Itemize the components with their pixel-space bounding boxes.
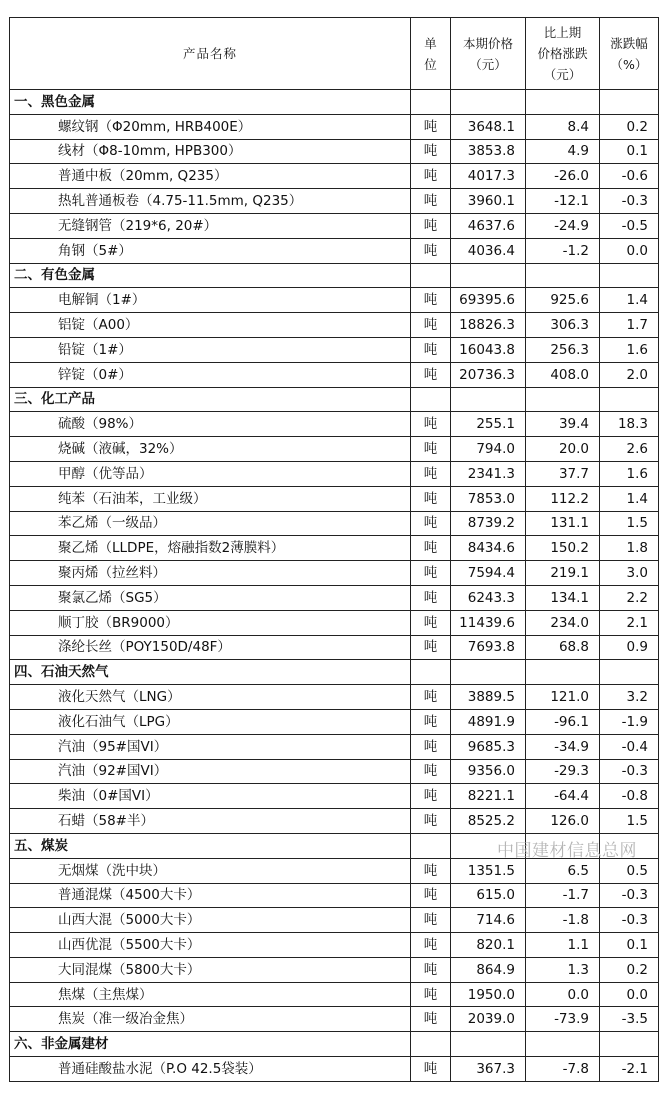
header-unit: 单 位 (411, 18, 451, 90)
unit-cell (411, 90, 451, 115)
percent-cell: -0.3 (600, 908, 659, 933)
percent-cell: 1.8 (600, 536, 659, 561)
percent-cell: 1.7 (600, 313, 659, 338)
price-cell: 794.0 (451, 437, 526, 462)
product-name: 柴油（0#国VI） (10, 784, 411, 809)
table-row (10, 486, 659, 511)
unit-cell: 吨 (411, 412, 451, 437)
unit-cell: 吨 (411, 461, 451, 486)
price-cell: 7693.8 (451, 635, 526, 660)
product-name: 聚丙烯（拉丝料） (10, 561, 411, 586)
change-cell: 121.0 (526, 685, 600, 710)
unit-cell: 吨 (411, 213, 451, 238)
product-name: 铝锭（A00） (10, 313, 411, 338)
table-row (10, 1007, 659, 1032)
change-cell (526, 387, 600, 412)
percent-cell: -0.5 (600, 213, 659, 238)
unit-cell: 吨 (411, 585, 451, 610)
price-cell: 69395.6 (451, 288, 526, 313)
product-name: 石蜡（58#半） (10, 809, 411, 834)
change-cell: -96.1 (526, 709, 600, 734)
price-cell: 714.6 (451, 908, 526, 933)
price-cell: 7853.0 (451, 486, 526, 511)
header-price-change: 比上期 价格涨跌 （元） (526, 18, 600, 90)
unit-cell: 吨 (411, 610, 451, 635)
category-label: 三、化工产品 (10, 387, 411, 412)
table-body (10, 90, 659, 1082)
category-label: 二、有色金属 (10, 263, 411, 288)
watermark: 中国建材信息总网 (497, 841, 637, 861)
table-row (10, 982, 659, 1007)
percent-cell: -0.3 (600, 883, 659, 908)
unit-cell: 吨 (411, 709, 451, 734)
change-cell: -29.3 (526, 759, 600, 784)
price-cell (451, 1032, 526, 1057)
change-cell (526, 263, 600, 288)
percent-cell: 1.4 (600, 288, 659, 313)
change-cell: -7.8 (526, 1057, 600, 1082)
unit-cell: 吨 (411, 858, 451, 883)
header-change-percent: 涨跌幅 （%） (600, 18, 659, 90)
percent-cell: 0.1 (600, 139, 659, 164)
product-name: 涤纶长丝（POY150D/48F） (10, 635, 411, 660)
percent-cell: 3.2 (600, 685, 659, 710)
category-row (10, 1032, 659, 1057)
price-cell: 20736.3 (451, 362, 526, 387)
table-row (10, 908, 659, 933)
table-row (10, 883, 659, 908)
percent-cell: 1.5 (600, 809, 659, 834)
percent-cell: -0.8 (600, 784, 659, 809)
category-row (10, 90, 659, 115)
unit-cell: 吨 (411, 164, 451, 189)
change-cell (526, 90, 600, 115)
unit-cell: 吨 (411, 486, 451, 511)
product-name: 甲醇（优等品） (10, 461, 411, 486)
product-name: 焦煤（主焦煤） (10, 982, 411, 1007)
table-row (10, 635, 659, 660)
product-name: 山西优混（5500大卡） (10, 933, 411, 958)
table-row (10, 164, 659, 189)
product-name: 角钢（5#） (10, 238, 411, 263)
table-row (10, 957, 659, 982)
percent-cell: -0.3 (600, 759, 659, 784)
percent-cell: 2.2 (600, 585, 659, 610)
change-cell: 0.0 (526, 982, 600, 1007)
change-cell: 112.2 (526, 486, 600, 511)
price-table (9, 17, 659, 1082)
table-row (10, 858, 659, 883)
price-cell: 8221.1 (451, 784, 526, 809)
unit-cell: 吨 (411, 908, 451, 933)
unit-cell: 吨 (411, 784, 451, 809)
product-name: 烧碱（液碱，32%） (10, 437, 411, 462)
price-cell: 367.3 (451, 1057, 526, 1082)
product-name: 大同混煤（5800大卡） (10, 957, 411, 982)
unit-cell: 吨 (411, 561, 451, 586)
product-name: 硫酸（98%） (10, 412, 411, 437)
table-row (10, 313, 659, 338)
table-row (10, 585, 659, 610)
change-cell: 150.2 (526, 536, 600, 561)
product-name: 线材（Φ8-10mm, HPB300） (10, 139, 411, 164)
change-cell: 925.6 (526, 288, 600, 313)
unit-cell: 吨 (411, 362, 451, 387)
table-row (10, 337, 659, 362)
table-row (10, 189, 659, 214)
product-name: 汽油（92#国VI） (10, 759, 411, 784)
price-cell: 255.1 (451, 412, 526, 437)
table-row (10, 784, 659, 809)
category-label: 六、非金属建材 (10, 1032, 411, 1057)
product-name: 纯苯（石油苯，工业级） (10, 486, 411, 511)
product-name: 普通硅酸盐水泥（P.O 42.5袋装） (10, 1057, 411, 1082)
percent-cell: -0.6 (600, 164, 659, 189)
unit-cell: 吨 (411, 685, 451, 710)
table-row (10, 1057, 659, 1082)
unit-cell: 吨 (411, 883, 451, 908)
change-cell: 126.0 (526, 809, 600, 834)
table-row (10, 238, 659, 263)
category-label: 四、石油天然气 (10, 660, 411, 685)
price-cell: 8434.6 (451, 536, 526, 561)
change-cell: -1.8 (526, 908, 600, 933)
product-name: 无缝钢管（219*6, 20#） (10, 213, 411, 238)
price-cell: 6243.3 (451, 585, 526, 610)
product-name: 聚氯乙烯（SG5） (10, 585, 411, 610)
percent-cell: 1.6 (600, 337, 659, 362)
unit-cell: 吨 (411, 189, 451, 214)
unit-cell: 吨 (411, 809, 451, 834)
table-row (10, 412, 659, 437)
product-name: 电解铜（1#） (10, 288, 411, 313)
percent-cell: 0.2 (600, 957, 659, 982)
table-row (10, 288, 659, 313)
change-cell: 234.0 (526, 610, 600, 635)
table-row (10, 213, 659, 238)
unit-cell (411, 833, 451, 858)
unit-cell: 吨 (411, 313, 451, 338)
unit-cell (411, 660, 451, 685)
category-label: 一、黑色金属 (10, 90, 411, 115)
percent-cell (600, 1032, 659, 1057)
price-cell: 3960.1 (451, 189, 526, 214)
unit-cell: 吨 (411, 288, 451, 313)
unit-cell: 吨 (411, 1057, 451, 1082)
price-cell: 16043.8 (451, 337, 526, 362)
change-cell: 131.1 (526, 511, 600, 536)
unit-cell: 吨 (411, 337, 451, 362)
product-name: 聚乙烯（LLDPE，熔融指数2薄膜料） (10, 536, 411, 561)
product-name: 普通混煤（4500大卡） (10, 883, 411, 908)
header-product-name: 产品名称 (10, 18, 411, 90)
table-row (10, 362, 659, 387)
table-row (10, 461, 659, 486)
product-name: 无烟煤（洗中块） (10, 858, 411, 883)
unit-cell: 吨 (411, 635, 451, 660)
change-cell: 1.3 (526, 957, 600, 982)
change-cell (526, 660, 600, 685)
unit-cell: 吨 (411, 114, 451, 139)
change-cell: 306.3 (526, 313, 600, 338)
product-name: 锌锭（0#） (10, 362, 411, 387)
price-cell: 4036.4 (451, 238, 526, 263)
percent-cell: 18.3 (600, 412, 659, 437)
price-cell: 18826.3 (451, 313, 526, 338)
price-cell: 4891.9 (451, 709, 526, 734)
price-cell: 4017.3 (451, 164, 526, 189)
change-cell: 6.5 (526, 858, 600, 883)
price-cell: 8525.2 (451, 809, 526, 834)
price-cell: 615.0 (451, 883, 526, 908)
percent-cell: -3.5 (600, 1007, 659, 1032)
percent-cell: -2.1 (600, 1057, 659, 1082)
price-cell: 2341.3 (451, 461, 526, 486)
price-cell (451, 387, 526, 412)
percent-cell: 1.4 (600, 486, 659, 511)
table-row (10, 114, 659, 139)
unit-cell: 吨 (411, 238, 451, 263)
change-cell: -64.4 (526, 784, 600, 809)
percent-cell (600, 90, 659, 115)
percent-cell: -1.9 (600, 709, 659, 734)
table-row (10, 511, 659, 536)
table-row (10, 437, 659, 462)
table-row (10, 734, 659, 759)
product-name: 液化石油气（LPG） (10, 709, 411, 734)
price-cell: 820.1 (451, 933, 526, 958)
table-row (10, 709, 659, 734)
change-cell: -34.9 (526, 734, 600, 759)
unit-cell (411, 263, 451, 288)
percent-cell: 2.1 (600, 610, 659, 635)
price-cell: 9356.0 (451, 759, 526, 784)
percent-cell: 2.0 (600, 362, 659, 387)
category-row (10, 660, 659, 685)
percent-cell: 3.0 (600, 561, 659, 586)
unit-cell: 吨 (411, 536, 451, 561)
table-row (10, 759, 659, 784)
change-cell: -73.9 (526, 1007, 600, 1032)
change-cell: 219.1 (526, 561, 600, 586)
product-name: 焦炭（准一级冶金焦） (10, 1007, 411, 1032)
product-name: 螺纹钢（Φ20mm, HRB400E） (10, 114, 411, 139)
product-name: 山西大混（5000大卡） (10, 908, 411, 933)
change-cell: 408.0 (526, 362, 600, 387)
percent-cell: 2.6 (600, 437, 659, 462)
percent-cell (600, 263, 659, 288)
table-row (10, 536, 659, 561)
header-price: 本期价格 （元） (451, 18, 526, 90)
percent-cell: 0.0 (600, 238, 659, 263)
price-cell: 3648.1 (451, 114, 526, 139)
unit-cell: 吨 (411, 759, 451, 784)
percent-cell: 0.2 (600, 114, 659, 139)
category-row (10, 263, 659, 288)
percent-cell: -0.3 (600, 189, 659, 214)
price-cell: 3889.5 (451, 685, 526, 710)
percent-cell: 0.1 (600, 933, 659, 958)
change-cell: -26.0 (526, 164, 600, 189)
unit-cell: 吨 (411, 139, 451, 164)
change-cell: 1.1 (526, 933, 600, 958)
unit-cell: 吨 (411, 1007, 451, 1032)
table-header (10, 18, 659, 90)
unit-cell: 吨 (411, 982, 451, 1007)
change-cell: -1.7 (526, 883, 600, 908)
change-cell (526, 1032, 600, 1057)
product-name: 顺丁胶（BR9000） (10, 610, 411, 635)
change-cell: 4.9 (526, 139, 600, 164)
change-cell: -24.9 (526, 213, 600, 238)
price-cell (451, 90, 526, 115)
price-cell: 11439.6 (451, 610, 526, 635)
unit-cell (411, 387, 451, 412)
price-cell: 2039.0 (451, 1007, 526, 1032)
change-cell: -12.1 (526, 189, 600, 214)
unit-cell: 吨 (411, 734, 451, 759)
price-cell: 1950.0 (451, 982, 526, 1007)
percent-cell (600, 387, 659, 412)
product-name: 汽油（95#国VI） (10, 734, 411, 759)
price-cell: 8739.2 (451, 511, 526, 536)
price-cell: 3853.8 (451, 139, 526, 164)
change-cell: 68.8 (526, 635, 600, 660)
change-cell: 37.7 (526, 461, 600, 486)
change-cell: 256.3 (526, 337, 600, 362)
unit-cell: 吨 (411, 437, 451, 462)
price-cell: 9685.3 (451, 734, 526, 759)
percent-cell (600, 660, 659, 685)
product-name: 液化天然气（LNG） (10, 685, 411, 710)
category-label: 五、煤炭 (10, 833, 411, 858)
percent-cell: 1.5 (600, 511, 659, 536)
table-row (10, 933, 659, 958)
table-row (10, 809, 659, 834)
price-cell: 1351.5 (451, 858, 526, 883)
product-name: 热轧普通板卷（4.75-11.5mm, Q235） (10, 189, 411, 214)
product-name: 普通中板（20mm, Q235） (10, 164, 411, 189)
price-cell: 864.9 (451, 957, 526, 982)
unit-cell: 吨 (411, 957, 451, 982)
change-cell: 20.0 (526, 437, 600, 462)
unit-cell (411, 1032, 451, 1057)
price-cell: 4637.6 (451, 213, 526, 238)
percent-cell: 1.6 (600, 461, 659, 486)
unit-cell: 吨 (411, 933, 451, 958)
price-cell (451, 660, 526, 685)
percent-cell: -0.4 (600, 734, 659, 759)
price-cell (451, 263, 526, 288)
unit-cell: 吨 (411, 511, 451, 536)
category-row (10, 387, 659, 412)
change-cell: 8.4 (526, 114, 600, 139)
percent-cell: 0.9 (600, 635, 659, 660)
change-cell: 39.4 (526, 412, 600, 437)
product-name: 苯乙烯（一级品） (10, 511, 411, 536)
table-row (10, 610, 659, 635)
price-cell: 7594.4 (451, 561, 526, 586)
change-cell: -1.2 (526, 238, 600, 263)
percent-cell: 0.0 (600, 982, 659, 1007)
percent-cell: 0.5 (600, 858, 659, 883)
change-cell: 134.1 (526, 585, 600, 610)
product-name: 铅锭（1#） (10, 337, 411, 362)
table-row (10, 561, 659, 586)
table-row (10, 685, 659, 710)
table-row (10, 139, 659, 164)
